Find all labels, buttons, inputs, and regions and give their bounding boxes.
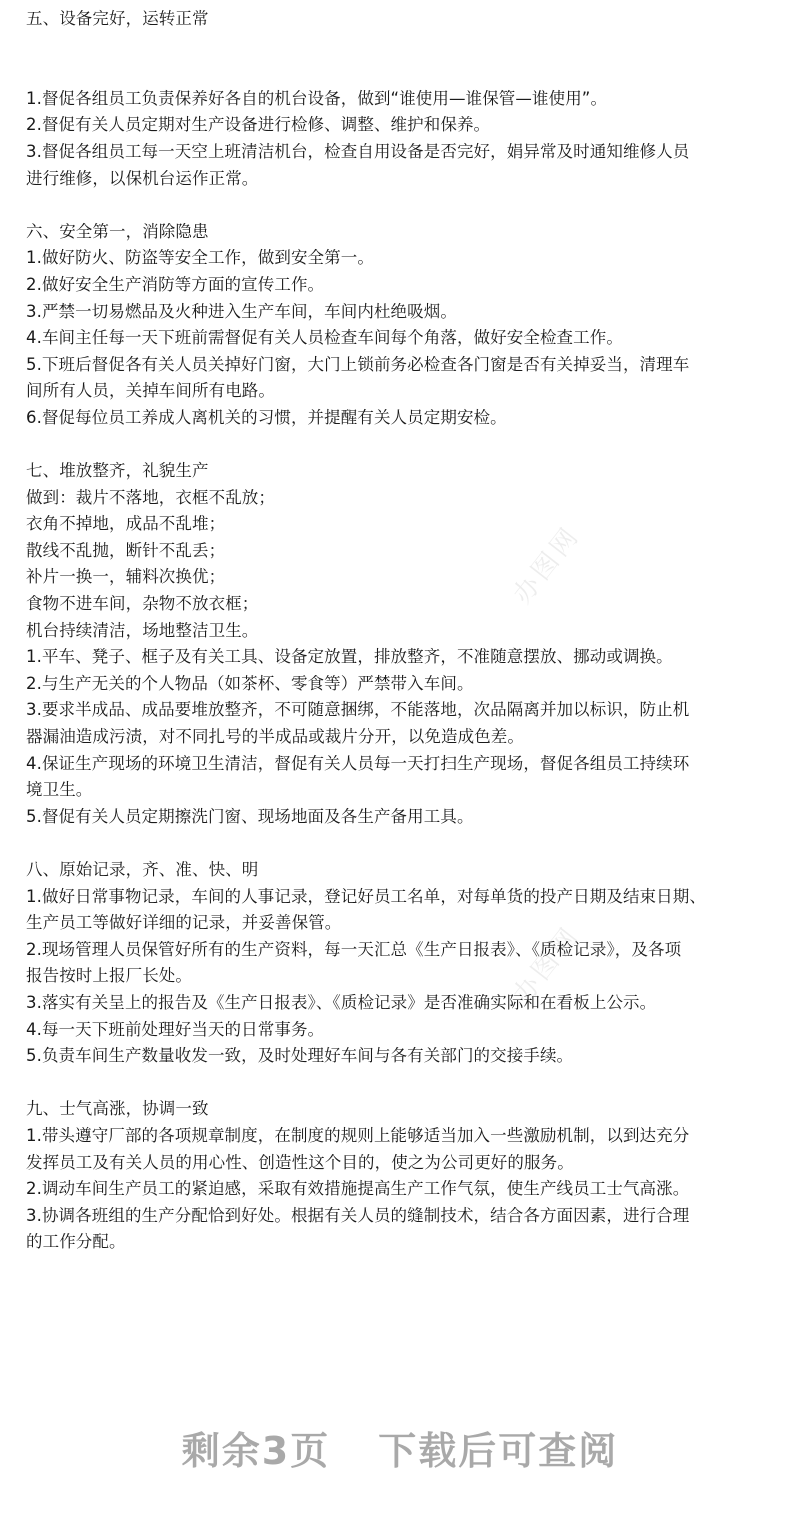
section-gap	[26, 1070, 782, 1097]
section-gap	[26, 830, 782, 857]
paragraph-line: 6.督促每位员工养成人离机关的习惯，并提醒有关人员定期安检。	[26, 407, 507, 427]
paragraph-line: 4.车间主任每一天下班前需督促有关人员检查车间每个角落，做好安全检查工作。	[26, 328, 623, 348]
paragraph-line: 2.做好安全生产消防等方面的宣传工作。	[26, 274, 325, 294]
paragraph-line: 3.督促各组员工每一天空上班清洁机台，检查自用设备是否完好，娟异常及时通知维修人员	[26, 141, 690, 161]
section-5	[26, 6, 782, 192]
paragraph-line: 1.做好防火、防盗等安全工作，做到安全第一。	[26, 248, 374, 268]
paragraph-line: 2.与生产无关的个人物品（如茶杯、零食等）严禁带入车间。	[26, 673, 474, 693]
download-to-view-label: 下载后可查阅	[378, 1429, 619, 1473]
paragraph-line: 1.平车、凳子、框子及有关工具、设备定放置，排放整齐，不准随意摆放、挪动或调换。	[26, 647, 673, 667]
paragraph-line: 补片一换一，辅料次换优；	[26, 567, 226, 587]
paragraph-line: 境卫生。	[26, 780, 93, 800]
paragraph-line: 5.督促有关人员定期擦洗门窗、现场地面及各生产备用工具。	[26, 806, 474, 826]
paragraph-line: 3.落实有关呈上的报告及《生产日报表》、《质检记录》是否准确实际和在看板上公示。	[26, 992, 657, 1012]
section-heading: 七、堆放整齐，礼貌生产	[26, 461, 209, 481]
paragraph-line: 食物不进车间，杂物不放衣框；	[26, 594, 259, 614]
section-heading: 八、原始记录，齐、准、快、明	[26, 860, 259, 879]
paragraph-line: 间所有人员，关掉车间所有电路。	[26, 381, 275, 401]
section-heading: 五、设备完好，运转正常	[26, 9, 209, 28]
section-6	[26, 219, 782, 432]
watermark: 办图网	[507, 520, 587, 610]
paragraph-line: 衣角不掉地，成品不乱堆；	[26, 514, 226, 534]
paragraph-line: 生产员工等做好详细的记录，并妥善保管。	[26, 913, 342, 933]
section-7	[26, 458, 782, 830]
section-gap	[26, 432, 782, 459]
paragraph-line: 5.下班后督促各有关人员关掉好门窗，大门上锁前务必检查各门窗是否有关掉妥当，清理车	[26, 354, 690, 374]
paragraph-line: 1.带头遵守厂部的各项规章制度，在制度的规则上能够适当加入一些激励机制，以到达充分	[26, 1125, 690, 1145]
paragraph-line: 的工作分配。	[26, 1232, 126, 1252]
paragraph-line: 器漏油造成污渍，对不同扎号的半成品或裁片分开，以免造成色差。	[26, 727, 524, 747]
paragraph-line: 3.协调各班组的生产分配恰到好处。根据有关人员的缝制技术，结合各方面因素，进行合理	[26, 1205, 690, 1225]
paragraph-line: 5.负责车间生产数量收发一致，及时处理好车间与各有关部门的交接手续。	[26, 1046, 574, 1066]
paragraph-line: 3.要求半成品、成品要堆放整齐，不可随意捆绑，不能落地，次品隔离并加以标识，防止机	[26, 700, 690, 720]
section-heading: 九、士气高涨，协调一致	[26, 1099, 209, 1119]
paragraph-line: 1.督促各组员工负责保养好各自的机台设备，做到“谁使用—谁保管—谁使用”。	[26, 88, 608, 108]
paragraph-line: 散线不乱抛，断针不乱丢；	[26, 540, 226, 560]
paragraph-line: 4.保证生产现场的环境卫生清洁，督促有关人员每一天打扫生产现场，督促各组员工持续环	[26, 753, 690, 773]
paragraph-line: 3.严禁一切易燃品及火种进入生产车间，车间内杜绝吸烟。	[26, 301, 457, 321]
paragraph-line: 4.每一天下班前处理好当天的日常事务。	[26, 1019, 325, 1039]
download-prompt[interactable]	[0, 1420, 800, 1475]
paragraph-line: 2.现场管理人员保管好所有的生产资料，每一天汇总《生产日报表》、《质检记录》，及各项	[26, 939, 682, 959]
remaining-pages-label: 剩余3页	[181, 1429, 331, 1473]
blank-line	[26, 59, 782, 86]
paragraph-line: 2.督促有关人员定期对生产设备进行检修、调整、维护和保养。	[26, 115, 491, 135]
paragraph-line: 机台持续清洁，场地整洁卫生。	[26, 620, 259, 640]
paragraph-line: 报告按时上报厂长处。	[26, 966, 192, 986]
paragraph-line: 做到：裁片不落地，衣框不乱放；	[26, 487, 275, 507]
section-8	[26, 857, 782, 1070]
document-body	[26, 6, 782, 1256]
paragraph-line: 1.做好日常事物记录，车间的人事记录，登记好员工名单，对每单货的投产日期及结束日期、	[26, 886, 706, 906]
watermark: 办图网	[507, 920, 587, 1010]
section-heading: 六、安全第一，消除隐患	[26, 221, 209, 241]
paragraph-line: 2.调动车间生产员工的紧迫感，采取有效措施提高生产工作气氛，使生产线员工士气高涨。	[26, 1179, 690, 1199]
section-9	[26, 1096, 782, 1256]
section-gap	[26, 192, 782, 219]
paragraph-line: 发挥员工及有关人员的用心性、创造性这个目的，使之为公司更好的服务。	[26, 1152, 574, 1172]
paragraph-line: 进行维修，以保机台运作正常。	[26, 168, 259, 188]
blank-line	[26, 33, 782, 60]
